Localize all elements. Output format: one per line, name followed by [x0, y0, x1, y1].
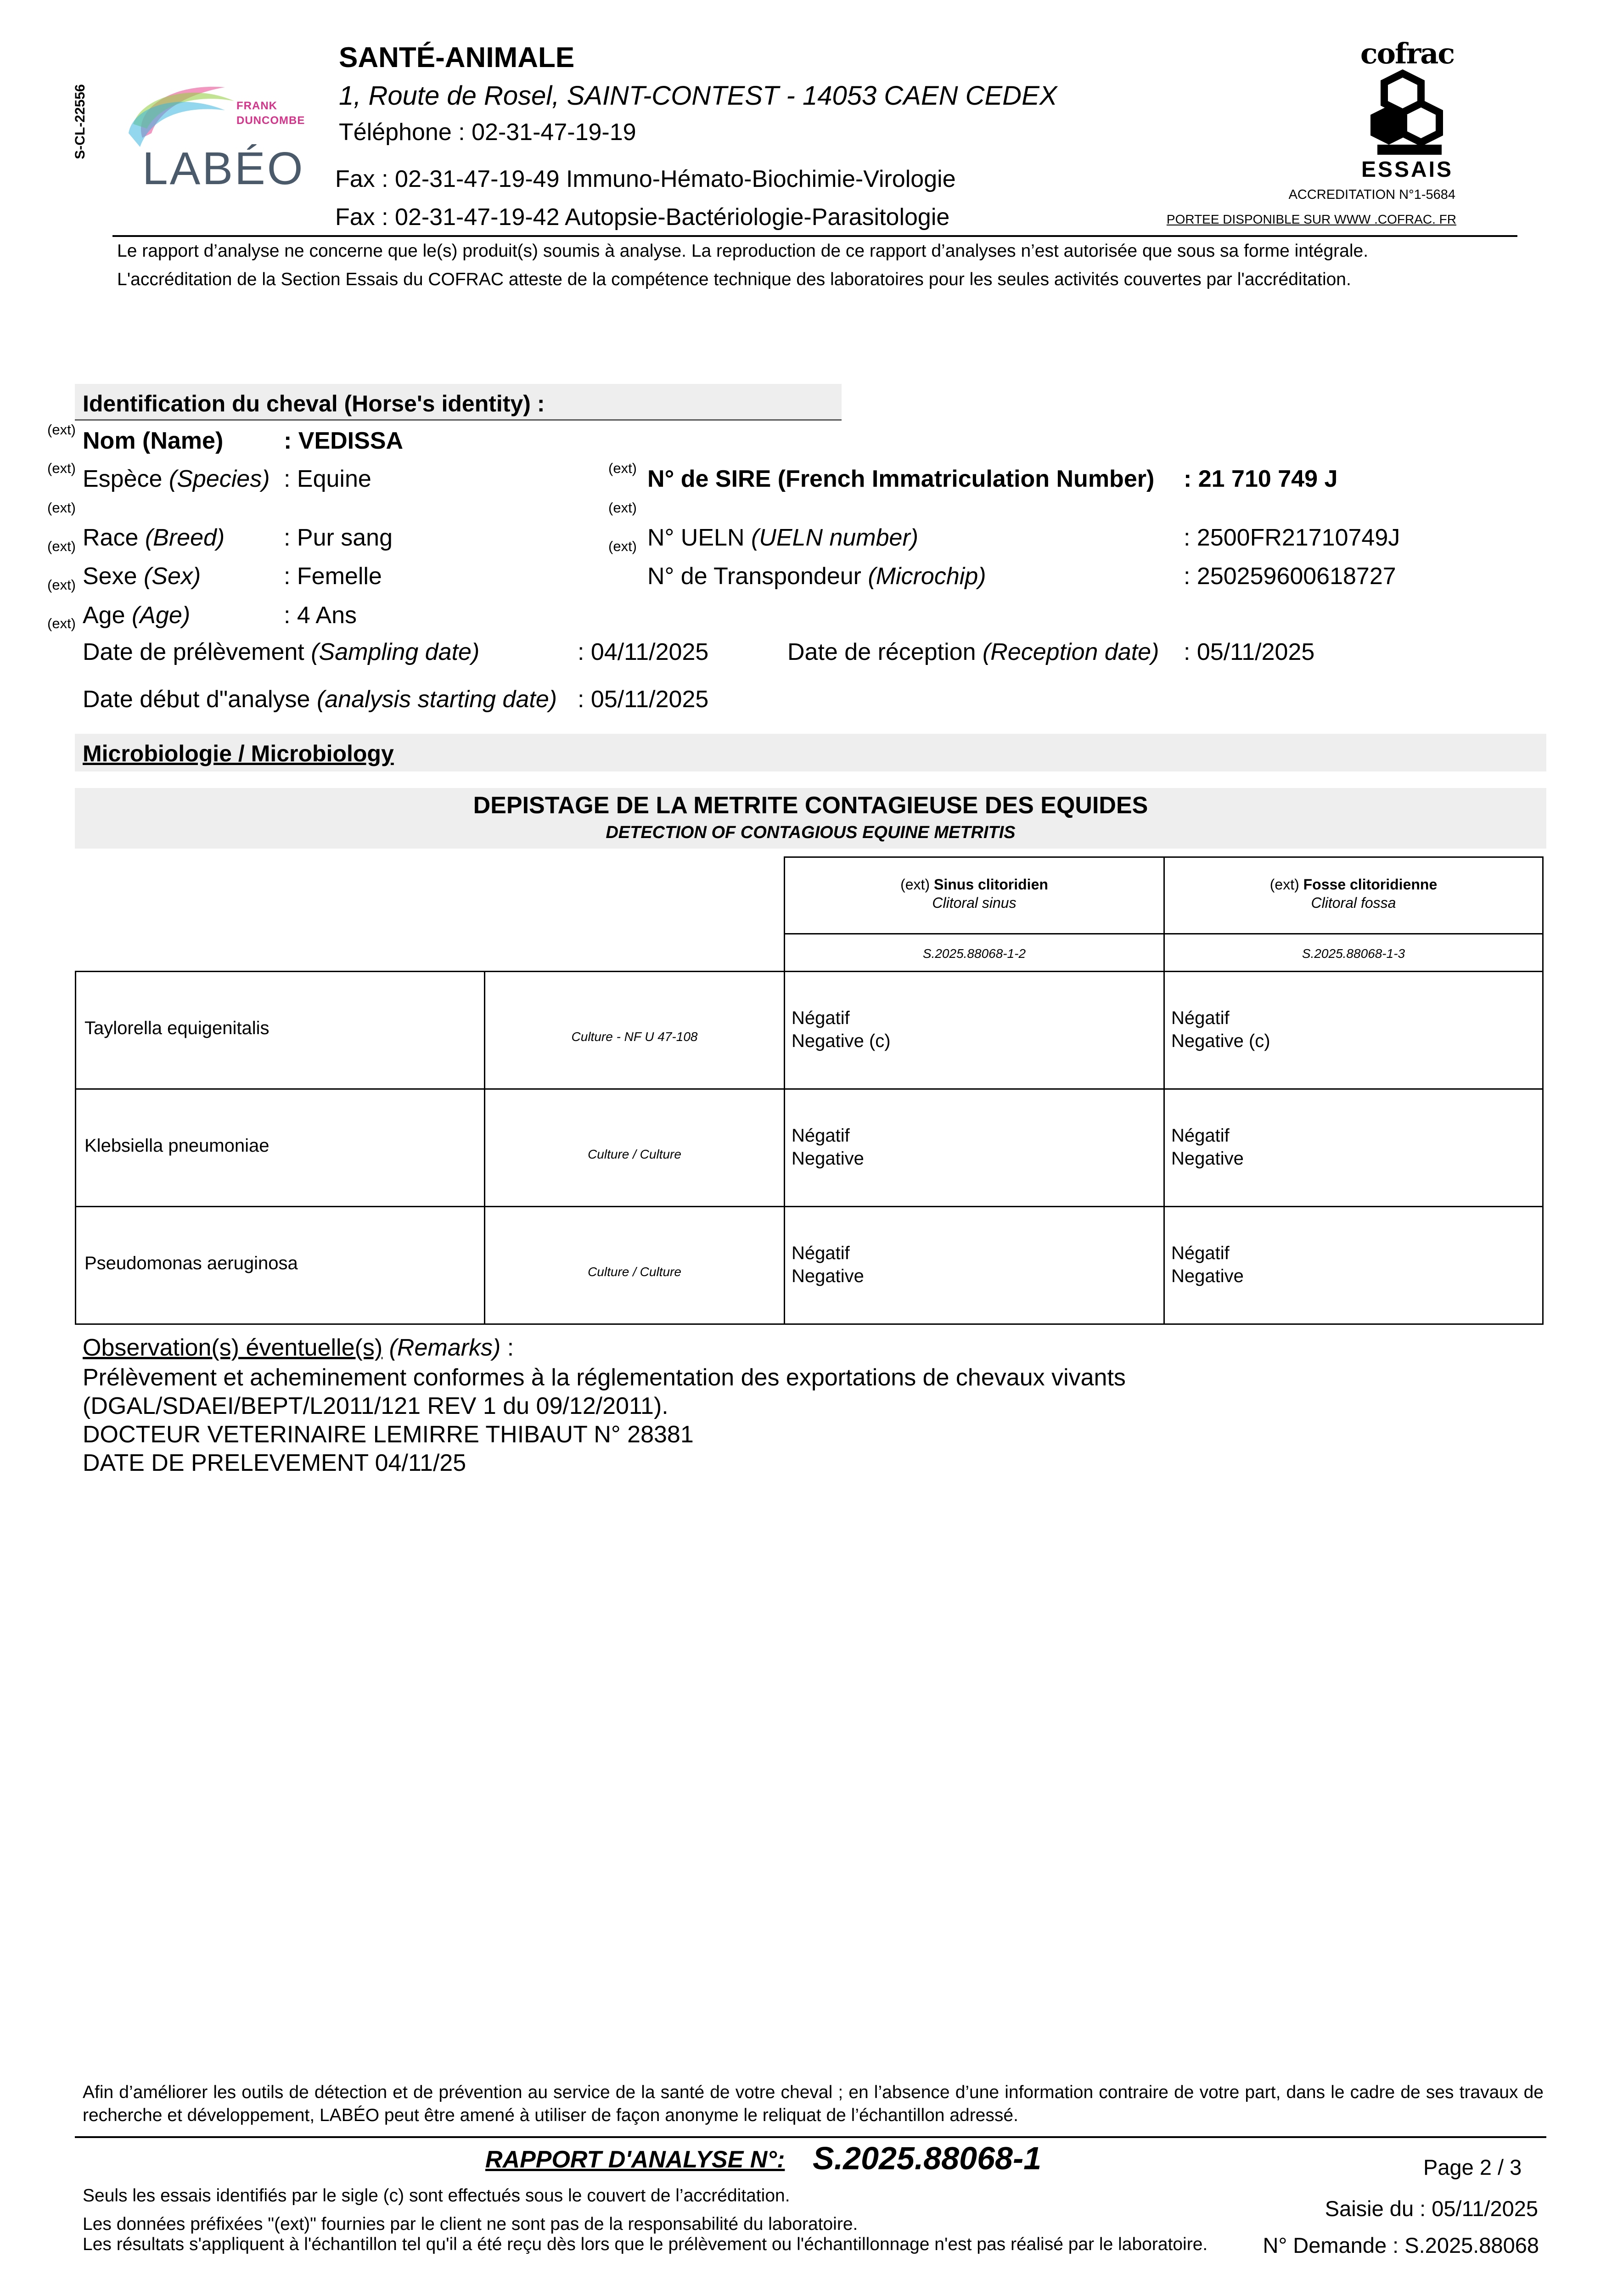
- result-fossa: Négatif Negative (c): [1163, 971, 1544, 1090]
- name-value: : VEDISSA: [284, 428, 404, 454]
- cofrac-logo: cofrac ESSAIS: [1359, 37, 1455, 184]
- page-number: Page 2 / 3: [1423, 2155, 1522, 2179]
- result-fossa: Négatif Negative: [1163, 1088, 1544, 1207]
- logo-text: LABÉO: [142, 143, 305, 194]
- table-row-organism: Taylorella equigenitalis: [75, 971, 485, 1090]
- entry-date: Saisie du : 05/11/2025: [1325, 2196, 1538, 2221]
- logo-subtitle: FRANK DUNCOMBE: [236, 100, 305, 127]
- sampling-date-label: Date de prélèvement (Sampling date): [83, 639, 480, 665]
- table-row-organism: Pseudomonas aeruginosa: [75, 1206, 485, 1325]
- footer-note-2: Les données préfixées "(ext)" fournies par le client ne sont pas de la responsabilité du laboratoire.: [83, 2214, 858, 2234]
- disclaimer-line-1: Le rapport d’analyse ne concerne que le(s) produit(s) soumis à analyse. La reproduction de ce rapport d’analyses n’est autorisée que sous sa forme intégrale.: [117, 241, 1369, 261]
- sample-ref-fossa: S.2025.88068-1-3: [1163, 933, 1544, 972]
- column-header-fossa: (ext) Fosse clitoridienne Clitoral fossa: [1163, 856, 1544, 934]
- footer-note-3: Les résultats s'appliquent à l'échantillon tel qu'il a été reçu dès lors que le prélèvement ou l'échantillonnage n'est pas réalisé par le laboratoire.: [83, 2234, 1208, 2254]
- sampling-date-value: : 04/11/2025: [578, 639, 709, 665]
- ext-marker: (ext): [47, 460, 76, 476]
- ueln-value: : 2500FR21710749J: [1184, 524, 1400, 551]
- remarks-line-2: (DGAL/SDAEI/BEPT/L2011/121 REV 1 du 09/12/2011).: [83, 1393, 668, 1419]
- table-row-method: Culture / Culture: [484, 1088, 785, 1207]
- microbiology-section-header: Microbiologie / Microbiology: [75, 734, 1546, 771]
- research-notice: Afin d’améliorer les outils de détection et de prévention au service de la santé de votre cheval ; en l’absence d’une information contraire de votre part, dans le cadre de ses travaux de recherche et développement, LABÉO peut être amené à utiliser de façon anonyme le reliquat de l’échantillon adressé.: [83, 2082, 1544, 2125]
- age-value: : 4 Ans: [284, 602, 357, 629]
- ext-marker: (ext): [47, 422, 76, 438]
- accreditation-number: ACCREDITATION N°1-5684: [1288, 187, 1455, 202]
- labeo-logo: [115, 69, 321, 197]
- header-divider: [112, 235, 1517, 237]
- remarks-line-1: Prélèvement et acheminement conformes à la réglementation des exportations de chevaux vivants: [83, 1364, 1126, 1391]
- ext-marker: (ext): [608, 460, 637, 476]
- sire-label: N° de SIRE (French Immatriculation Number): [647, 466, 1155, 492]
- report-number: S.2025.88068-1: [813, 2140, 1042, 2176]
- analysis-start-label: Date début d"analyse (analysis starting date): [83, 686, 557, 713]
- footer-note-1: Seuls les essais identifiés par le sigle (c) sont effectués sous le couvert de l’accréditation.: [83, 2186, 790, 2206]
- species-value: : Equine: [284, 466, 371, 492]
- ext-marker: (ext): [608, 538, 637, 554]
- breed-value: : Pur sang: [284, 524, 393, 551]
- cofrac-hexagon-icon: [1359, 69, 1455, 161]
- disclaimer-line-2: L'accréditation de la Section Essais du COFRAC atteste de la compétence technique des laboratoires pour les seules activités couvertes par l'accréditation.: [117, 270, 1351, 289]
- lab-phone: Téléphone : 02-31-47-19-19: [339, 119, 636, 146]
- table-row-method: Culture / Culture: [484, 1206, 785, 1325]
- age-label: Age (Age): [83, 602, 191, 629]
- sire-value: : 21 710 749 J: [1184, 466, 1338, 492]
- analysis-start-value: : 05/11/2025: [578, 686, 709, 713]
- sex-label: Sexe (Sex): [83, 563, 201, 590]
- ext-marker: (ext): [608, 500, 637, 516]
- name-label: Nom (Name): [83, 428, 224, 454]
- table-row-method: Culture - NF U 47-108: [484, 971, 785, 1090]
- sample-ref-sinus: S.2025.88068-1-2: [784, 933, 1165, 972]
- reception-date-label: Date de réception (Reception date): [787, 639, 1159, 665]
- result-fossa: Négatif Negative: [1163, 1206, 1544, 1325]
- remarks-line-3: DOCTEUR VETERINAIRE LEMIRRE THIBAUT N° 28381: [83, 1421, 694, 1448]
- ext-marker: (ext): [47, 538, 76, 554]
- transponder-label: N° de Transpondeur (Microchip): [647, 563, 986, 590]
- lab-title: SANTÉ-ANIMALE: [339, 42, 575, 73]
- result-sinus: Négatif Negative: [784, 1088, 1165, 1207]
- ext-marker: (ext): [47, 500, 76, 516]
- remarks-heading: Observation(s) éventuelle(s) (Remarks) :: [83, 1334, 514, 1361]
- identity-section-header: Identification du cheval (Horse's identity) :: [75, 384, 842, 421]
- result-sinus: Négatif Negative (c): [784, 971, 1165, 1090]
- portee-link[interactable]: PORTEE DISPONIBLE SUR WWW .COFRAC. FR: [1166, 212, 1456, 226]
- ueln-label: N° UELN (UELN number): [647, 524, 919, 551]
- reception-date-value: : 05/11/2025: [1184, 639, 1315, 665]
- lab-address: 1, Route de Rosel, SAINT-CONTEST - 14053 CAEN CEDEX: [339, 81, 1057, 111]
- species-label: Espèce (Species): [83, 466, 270, 492]
- table-row-organism: Klebsiella pneumoniae: [75, 1088, 485, 1207]
- side-reference-code: S-CL-22556: [73, 84, 88, 159]
- breed-label: Race (Breed): [83, 524, 225, 551]
- column-header-sinus: (ext) Sinus clitoridien Clitoral sinus: [784, 856, 1165, 934]
- lab-fax-2: Fax : 02-31-47-19-42 Autopsie-Bactériologie-Parasitologie: [335, 204, 950, 231]
- result-sinus: Négatif Negative: [784, 1206, 1165, 1325]
- cem-test-header: DEPISTAGE DE LA METRITE CONTAGIEUSE DES EQUIDES DETECTION OF CONTAGIOUS EQUINE METRITIS: [75, 788, 1546, 849]
- ext-marker: (ext): [47, 577, 76, 593]
- sex-value: : Femelle: [284, 563, 382, 590]
- lab-fax-1: Fax : 02-31-47-19-49 Immuno-Hémato-Biochimie-Virologie: [335, 166, 956, 192]
- request-number: N° Demande : S.2025.88068: [1263, 2233, 1539, 2257]
- report-number-label: RAPPORT D'ANALYSE N°:: [485, 2146, 785, 2173]
- remarks-line-4: DATE DE PRELEVEMENT 04/11/25: [83, 1450, 466, 1476]
- footer-divider: [75, 2136, 1546, 2138]
- transponder-value: : 250259600618727: [1184, 563, 1396, 590]
- ext-marker: (ext): [47, 615, 76, 631]
